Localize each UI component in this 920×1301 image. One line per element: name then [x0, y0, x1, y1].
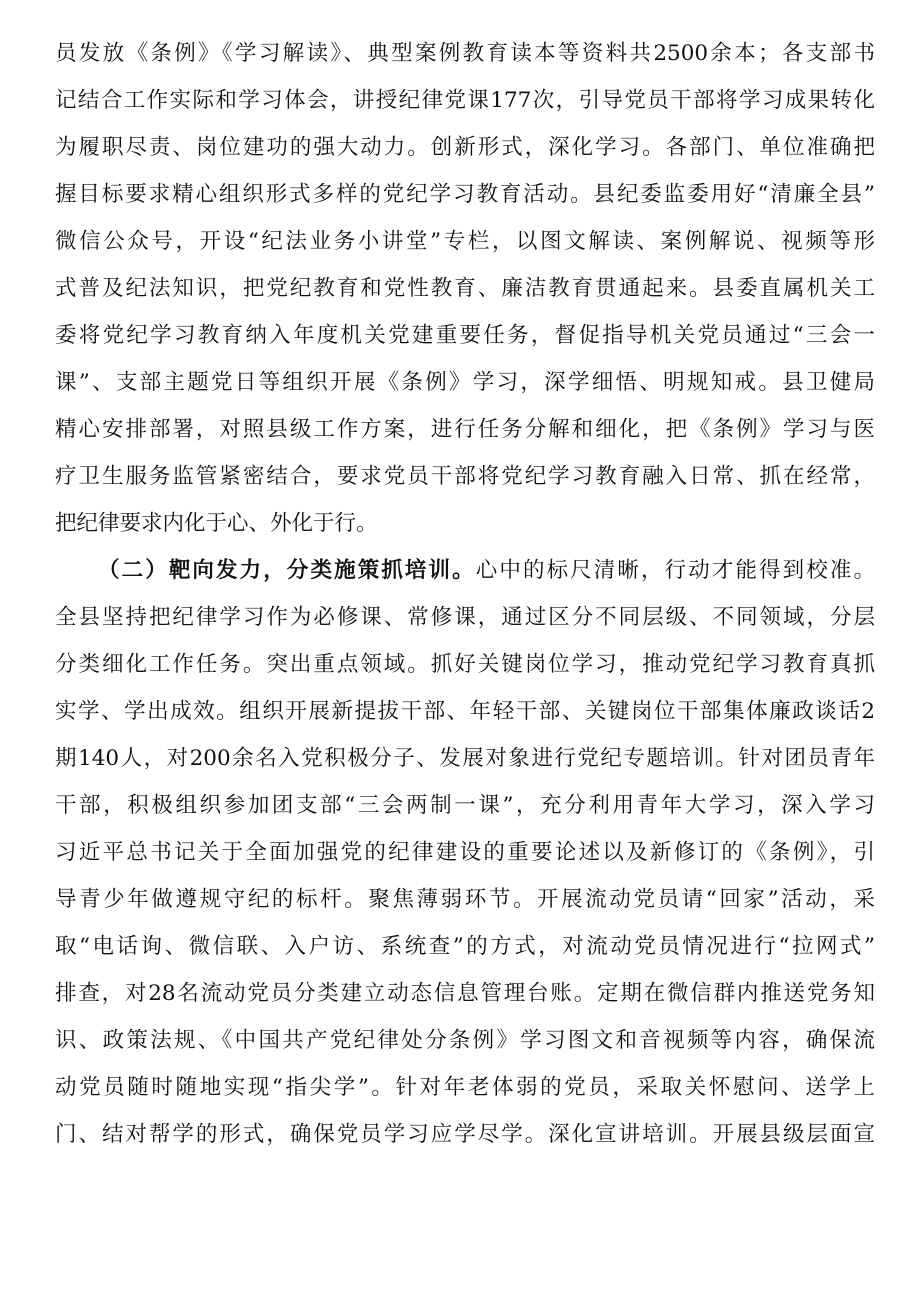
text-line: 动党员随时随地实现“指尖学”。针对年老体弱的党员，采取关怀慰问、送学上	[55, 1075, 875, 1100]
text-line: 排查，对28名流动党员分类建立动态信息管理台账。定期在微信群内推送党务知	[55, 981, 875, 1006]
section-heading-line	[98, 549, 875, 593]
text-line: 微信公众号，开设“纪法业务小讲堂”专栏，以图文解读、案例解说、视频等形	[55, 229, 875, 254]
text-line: 取“电话询、微信联、入户访、系统查”的方式，对流动党员情况进行“拉网式”	[55, 934, 875, 959]
text-line: 课”、支部主题党日等组织开展《条例》学习，深学细悟、明规知戒。县卫健局	[55, 370, 875, 395]
text-line: 习近平总书记关于全面加强党的纪律建设的重要论述以及新修订的《条例》，引	[55, 840, 875, 865]
text-line: 导青少年做遵规守纪的标杆。聚焦薄弱环节。开展流动党员请“回家”活动，采	[55, 887, 875, 912]
text-line: 把纪律要求内化于心、外化于行。	[55, 511, 378, 536]
text-line: 门、结对帮学的形式，确保党员学习应学尽学。深化宣讲培训。开展县级层面宣	[55, 1122, 875, 1147]
text-line: 握目标要求精心组织形式多样的党纪学习教育活动。县纪委监委用好“清廉全县”	[55, 182, 875, 207]
text-line: 识、政策法规、《中国共产党纪律处分条例》学习图文和音视频等内容，确保流	[55, 1028, 875, 1053]
text-line: 分类细化工作任务。突出重点领域。抓好关键岗位学习，推动党纪学习教育真抓	[55, 652, 875, 677]
text-line: 为履职尽责、岗位建功的强大动力。创新形式，深化学习。各部门、单位准确把	[55, 135, 875, 160]
text-line: 全县坚持把纪律学习作为必修课、常修课，通过区分不同层级、不同领域，分层	[55, 605, 875, 630]
text-line: 干部，积极组织参加团支部“三会两制一课”，充分利用青年大学习，深入学习	[55, 793, 875, 818]
text-line: 期140人，对200余名入党积极分子、发展对象进行党纪专题培训。针对团员青年	[55, 746, 875, 771]
text-line: 精心安排部署，对照县级工作方案，进行任务分解和细化，把《条例》学习与医	[55, 417, 875, 442]
section-heading: （二）靶向发力，分类施策抓培训。	[98, 558, 476, 583]
text-line: 记结合工作实际和学习体会，讲授纪律党课177次，引导党员干部将学习成果转化	[55, 88, 875, 113]
section-lead-text: 心中的标尺清晰，行动才能得到校准。	[475, 558, 875, 583]
text-line: 员发放《条例》《学习解读》、典型案例教育读本等资料共2500余本；各支部书	[55, 41, 875, 66]
text-line: 疗卫生服务监管紧密结合，要求党员干部将党纪学习教育融入日常、抓在经常，	[55, 464, 875, 489]
text-line: 实学、学出成效。组织开展新提拔干部、年轻干部、关键岗位干部集体廉政谈话2	[55, 699, 875, 724]
text-line: 委将党纪学习教育纳入年度机关党建重要任务，督促指导机关党员通过“三会一	[55, 323, 875, 348]
text-line: 式普及纪法知识，把党纪教育和党性教育、廉洁教育贯通起来。县委直属机关工	[55, 276, 875, 301]
